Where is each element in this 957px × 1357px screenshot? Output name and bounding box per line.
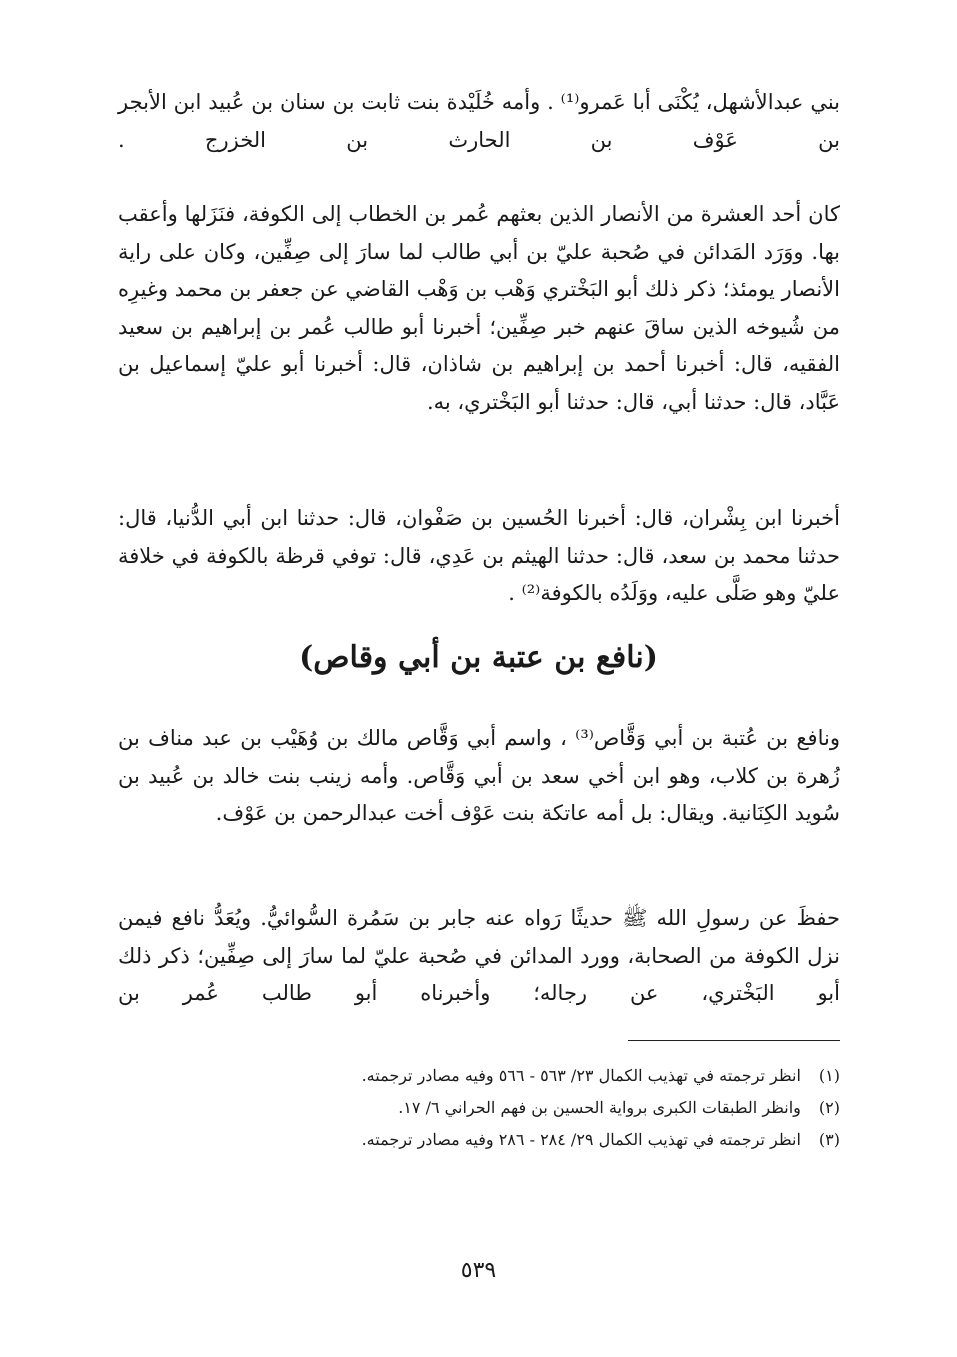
footnote-number: (٣) [818, 1130, 840, 1149]
section-heading: (نافع بن عتبة بن أبي وقاص) [299, 640, 658, 675]
paragraph-intro: بني عبدالأشهل، يُكْنَى أبا عَمرو⁽¹⁾ . وأمه خُلَيْدة بنت ثابت بن سنان بن عُبيد ابن الأبجر بن عَوْف بن الحارث بن الخزرج . [118, 90, 840, 152]
footnote-text: وانظر الطبقات الكبرى برواية الحسين بن فهم الحراني ٦/ ١٧. [398, 1098, 801, 1117]
paragraph-biography: كان أحد العشرة من الأنصار الذين بعثهم عُمر بن الخطاب إلى الكوفة، فنَزَلها وأعقب بها. ووَرَد المَدائن في صُحبة عليّ بن أبي طالب لما سارَ إلى صِفِّين، وكان على راية الأنصار يومئذ؛ ذكر ذلك أبو البَخْتري وَهْب بن وَهْب القاضي عن جعفر بن محمد وغيرِه من شُيوخه الذين ساقَ عنهم خبر صِفِّين؛ أخبرنا أبو طالب عُمر بن إبراهيم بن سعيد الفقيه، قال: أخبرنا أحمد بن إبراهيم بن شاذان، قال: أخبرنا أبو عليّ إسماعيل بن عَبَّاد، قال: حدثنا أبي، قال: حدثنا أبو البَخْتري، به. [118, 202, 840, 414]
paragraph-nafi-lineage: ونافع بن عُتبة بن أبي وَقَّاص⁽³⁾ ، واسم أبي وَقَّاص مالك بن وُهَيْب بن عبد مناف بن زُهرة بن كلاب، وهو ابن أخي سعد بن أبي وَقَّاص. وأمه زينب بنت خالد بن عُبيد بن سُويد الكِنَانية. ويقال: بل أمه عاتكة بنت عَوْف أخت عبدالرحمن بن عَوْف. [118, 726, 840, 825]
footnote-text: انظر ترجمته في تهذيب الكمال ٢٩/ ٢٨٤ - ٢٨٦ وفيه مصادر ترجمته. [361, 1130, 801, 1149]
footnotes [118, 1060, 840, 1156]
footnote-number: (١) [818, 1066, 840, 1085]
footnote-3 [118, 1124, 840, 1156]
paragraph-death: أخبرنا ابن بِشْران، قال: أخبرنا الحُسين بن صَفْوان، قال: حدثنا ابن أبي الدُّنيا، قال: حدثنا محمد بن سعد، قال: حدثنا الهيثم بن عَدِي، قال: توفي قرظة بالكوفة في خلافة عليّ وهو صَلَّى عليه، ووَلَدُه بالكوفة⁽²⁾ . [118, 506, 840, 605]
paragraph-nafi-hadith: حفظَ عن رسولِ الله ﷺ حديثًا رَواه عنه جابر بن سَمُرة السُّوائيُّ. ويُعَدُّ نافع فيمن نزل الكوفة من الصحابة، وورد المدائن في صُحبة عليّ لما سارَ إلى صِفِّين؛ ذكر ذلك أبو البَخْتري، عن رجاله؛ وأخبرناه أبو طالب عُمر بن [118, 906, 840, 1005]
page-number: ٥٣٩ [460, 1258, 497, 1283]
footnote-2 [118, 1092, 840, 1124]
footnote-1 [118, 1060, 840, 1092]
footnote-text: انظر ترجمته في تهذيب الكمال ٢٣/ ٥٦٣ - ٥٦٦ وفيه مصادر ترجمته. [361, 1066, 801, 1085]
footnote-number: (٢) [818, 1098, 840, 1117]
footnote-divider [628, 1040, 840, 1041]
